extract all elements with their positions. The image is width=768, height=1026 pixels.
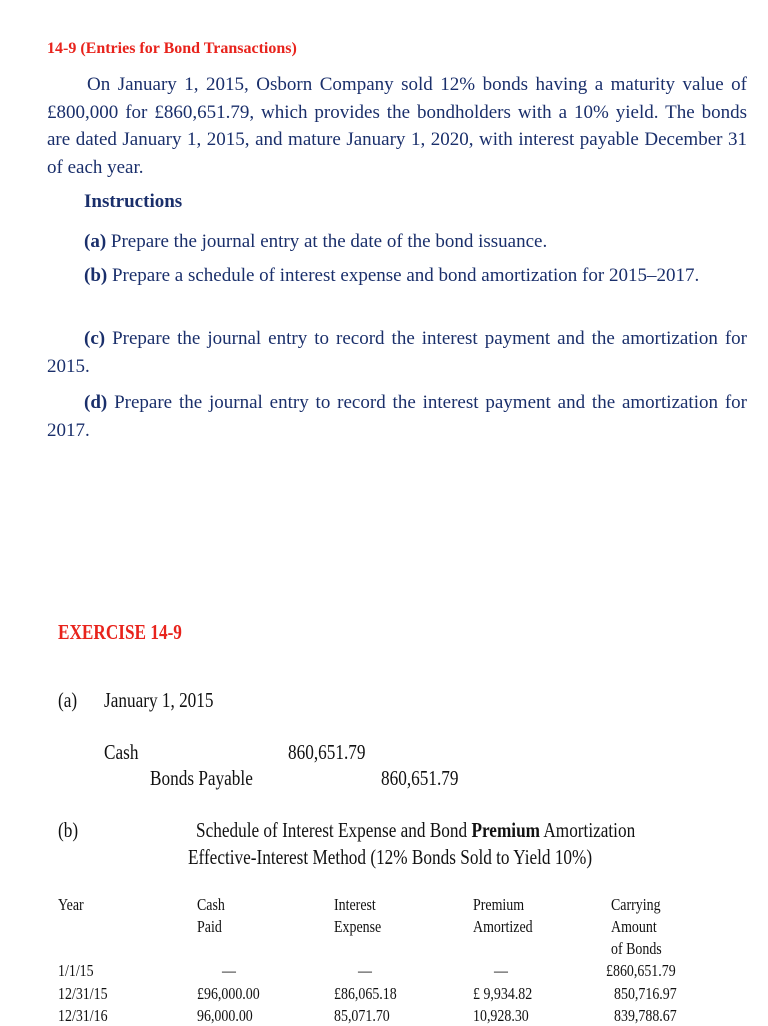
col-header-carrying-2: Amount — [611, 917, 657, 936]
col-header-carrying-3: of Bonds — [611, 939, 662, 958]
schedule-title-bold: Premium — [471, 818, 541, 842]
col-header-premium-2: Amortized — [473, 917, 533, 936]
journal-debit-account: Cash — [104, 740, 139, 764]
schedule-title-pre: Schedule of Interest Expense and Bond — [196, 818, 472, 842]
journal-credit-account: Bonds Payable — [150, 766, 253, 790]
schedule-title-post: Amortization — [540, 818, 636, 842]
part-a-label: (a) — [58, 688, 78, 712]
table-row-3-cash: 96,000.00 — [197, 1006, 253, 1025]
journal-date: January 1, 2015 — [104, 688, 214, 712]
table-row-2-interest: £86,065.18 — [334, 984, 397, 1003]
instruction-d — [47, 389, 747, 444]
col-header-interest-1: Interest — [334, 895, 376, 914]
instruction-d-label: (d) — [84, 392, 108, 413]
instruction-b-label: (b) — [84, 265, 108, 286]
table-row-3-carrying: 839,788.67 — [614, 1006, 677, 1025]
instructions-heading: Instructions — [84, 191, 183, 212]
table-row-1-cash: — — [222, 961, 236, 980]
schedule-subtitle: Effective-Interest Method (12% Bonds Sold to Yield 10%) — [188, 845, 593, 869]
table-row-3-interest: 85,071.70 — [334, 1006, 390, 1025]
col-header-cash-2: Paid — [197, 917, 222, 936]
instruction-a — [47, 228, 747, 256]
table-row-2-cash: £96,000.00 — [197, 984, 260, 1003]
col-header-interest-2: Expense — [334, 917, 382, 936]
instruction-d-text: Prepare the journal entry to record the interest payment and the amortization for 2017. — [47, 392, 747, 441]
instruction-a-text: Prepare the journal entry at the date of the bond issuance. — [106, 231, 548, 252]
schedule-title — [196, 818, 635, 843]
instruction-b-text: Prepare a schedule of interest expense and bond amortization for 2015–2017. — [107, 265, 700, 286]
journal-debit-amount: 860,651.79 — [288, 740, 366, 764]
col-header-premium-1: Premium — [473, 895, 525, 914]
exercise-heading: EXERCISE 14-9 — [58, 620, 182, 644]
col-header-year: Year — [58, 895, 84, 914]
instruction-c-label: (c) — [84, 328, 106, 349]
table-row-3-premium: 10,928.30 — [473, 1006, 529, 1025]
table-row-1-carrying: £860,651.79 — [606, 961, 676, 980]
table-row-1-interest: — — [358, 961, 372, 980]
instruction-b — [47, 262, 747, 290]
table-row-3-year: 12/31/16 — [58, 1006, 108, 1025]
part-b-label: (b) — [58, 818, 79, 842]
journal-credit-amount: 860,651.79 — [381, 766, 459, 790]
instruction-a-label: (a) — [84, 231, 107, 252]
problem-title: 14-9 (Entries for Bond Transactions) — [47, 40, 297, 57]
table-row-2-premium: £ 9,934.82 — [473, 984, 533, 1003]
instruction-c — [47, 325, 747, 380]
table-row-2-carrying: 850,716.97 — [614, 984, 677, 1003]
table-row-2-year: 12/31/15 — [58, 984, 108, 1003]
table-row-1-premium: — — [494, 961, 508, 980]
col-header-carrying-1: Carrying — [611, 895, 661, 914]
problem-description: On January 1, 2015, Osborn Company sold 12% bonds having a maturity value of £800,000 for £860,651.79, which provides the bondholders with a 10% yield. The bonds are dated January 1, 2015, and mature January 1, 2020, with interest payable December 31 of each year. — [47, 74, 747, 178]
instruction-c-text: Prepare the journal entry to record the interest payment and the amortization for 2015. — [47, 328, 747, 377]
table-row-1-year: 1/1/15 — [58, 961, 94, 980]
col-header-cash-1: Cash — [197, 895, 225, 914]
